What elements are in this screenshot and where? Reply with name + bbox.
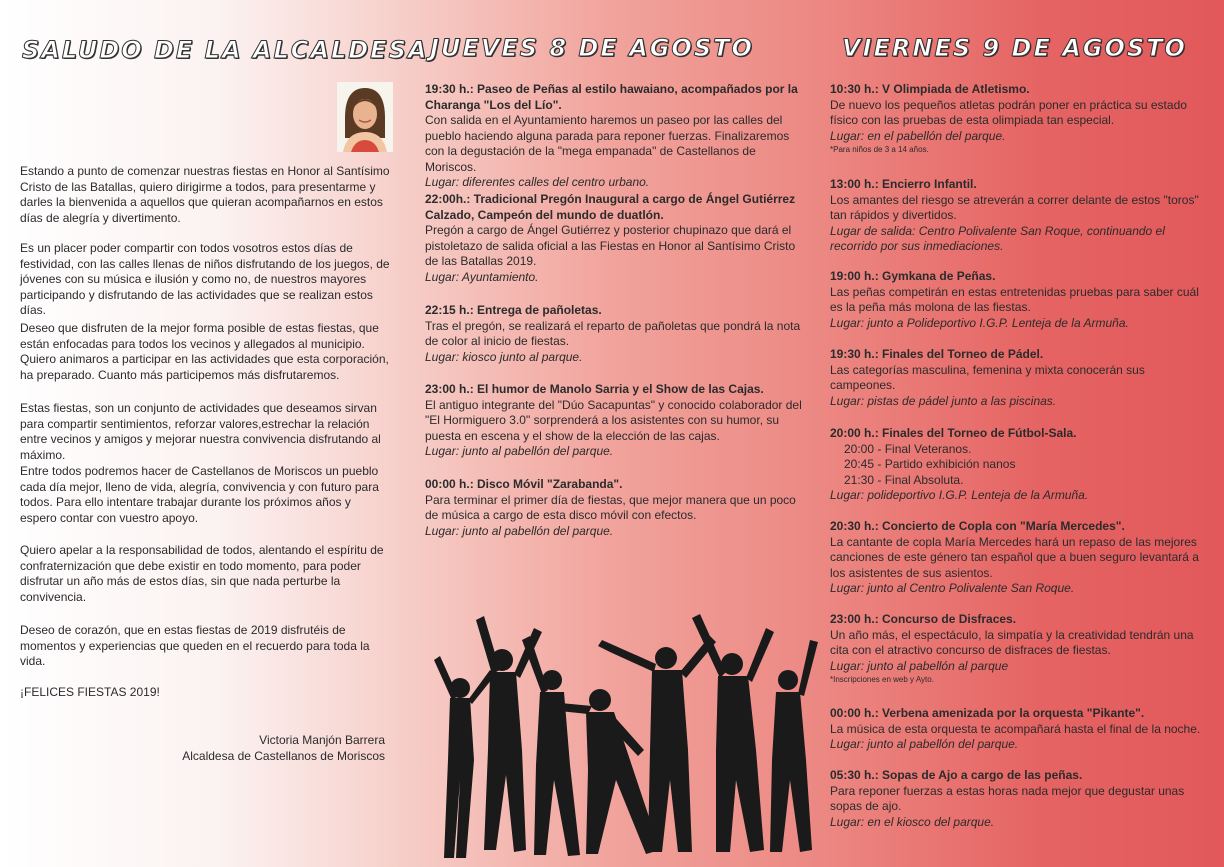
saludo-paragraph: Estando a punto de comenzar nuestras fiestas en Honor al Santísimo Cristo de las Batallas, quiero dirigirme a todos, para presentarme y darles la bienvenida a aquellos que quieran acompañarnos en estos días de alegría y divertimento. (20, 164, 390, 225)
event-body: Los amantes del riesgo se atreverán a correr delante de estos "toros" tan rápidos y divertidos. (830, 192, 1199, 222)
heading-viernes: VIERNES 9 DE AGOSTO (842, 34, 1187, 62)
event-body: Para reponer fuerzas a estas horas nada mejor que degustar unas sopas de ajo. (830, 783, 1185, 813)
event-location: Lugar: en el pabellón del parque. (830, 128, 1006, 143)
event-title: 05:30 h.: Sopas de Ajo a cargo de las peñas. (830, 768, 1083, 782)
event-title: 22:15 h.: Entrega de pañoletas. (425, 303, 602, 317)
event-item (425, 192, 805, 285)
event-body: La música de esta orquesta te acompañará hasta el final de la noche. (830, 721, 1201, 736)
event-location: Lugar: polideportivo I.G.P. Lenteja de la Armuña. (830, 488, 1089, 502)
event-item (830, 612, 1210, 685)
signature-name: Victoria Manjón Barrera (259, 733, 385, 747)
event-title: 13:00 h.: Encierro Infantil. (830, 177, 977, 191)
event-note: *Inscripciones en web y Ayto. (830, 675, 934, 684)
event-title: 10:30 h.: V Olimpiada de Atletismo. (830, 82, 1030, 96)
event-title: 23:00 h.: El humor de Manolo Sarria y el Show de las Cajas. (425, 382, 764, 396)
event-item (830, 519, 1210, 597)
event-location: Lugar de salida: Centro Polivalente San Roque, continuando el recorrido por sus inmediaciones. (830, 223, 1165, 253)
event-title: 19:30 h.: Paseo de Peñas al estilo hawaiano, acompañados por la Charanga "Los del Lío". (425, 82, 798, 112)
event-item (830, 177, 1210, 255)
event-location: Lugar: junto al pabellón del parque. (830, 737, 1019, 751)
event-body: Con salida en el Ayuntamiento haremos un paseo por las calles del pueblo haciendo alguna parada para reponer fuerzas. Finalizaremos con la degustación de la "mega empanada" de Castellanos de Moriscos. (425, 113, 790, 174)
event-body: La cantante de copla María Mercedes hará un repaso de las mejores canciones de este género tan español que a buen seguro levantará a los asistentes de sus asientos. (830, 534, 1199, 580)
event-body: Las peñas competirán en estas entretenidas pruebas para saber cuál es la peña más molona de las fiestas. (830, 284, 1199, 314)
event-title: 22:00h.: Tradicional Pregón Inaugural a cargo de Ángel Gutiérrez Calzado, Campeón del mundo de duatlón. (425, 192, 796, 222)
event-title: 20:00 h.: Finales del Torneo de Fútbol-Sala. (830, 426, 1077, 440)
saludo-paragraph: Estas fiestas, son un conjunto de actividades que deseamos sirvan para compartir sentimientos, reforzar valores,estrechar la relación entre vecinos y amigos y mejorar nuestra convivencia disfrutando al máximo. (20, 401, 381, 462)
heading-jueves: JUEVES 8 DE AGOSTO (430, 34, 754, 62)
event-title: 20:30 h.: Concierto de Copla con "María Mercedes". (830, 519, 1125, 533)
saludo-paragraph: Quiero apelar a la responsabilidad de todos, alentando el espíritu de confraternización que debe existir en todo momento, para poder disfrutar un año más de estos días, sin que nada perturbe la convivencia. (20, 543, 384, 604)
signature-role: Alcaldesa de Castellanos de Moriscos (182, 749, 385, 763)
event-location: Lugar: junto al pabellón del parque. (425, 523, 614, 538)
event-body: Las categorías masculina, femenina y mixta conocerán sus campeones. (830, 362, 1145, 392)
event-location: Lugar: pistas de pádel junto a las piscinas. (830, 393, 1057, 408)
event-item (425, 477, 805, 539)
event-item (830, 82, 1210, 155)
event-body: Un año más, el espectáculo, la simpatía y la creatividad tendrán una cita con el atractivo concurso de disfraces de fiestas. (830, 627, 1194, 657)
event-body: Tras el pregón, se realizará el reparto de pañoletas que pondrá la nota de color al inicio de fiestas. (425, 318, 801, 348)
event-body: El antiguo integrante del "Dúo Sacapuntas" y conocido colaborador del "El Hormiguero 3.0" sorprenderá a los asistentes con su humor, su puesta en escena y el show de la elección de las cajas. (425, 397, 802, 443)
event-title: 23:00 h.: Concurso de Disfraces. (830, 612, 1017, 626)
event-location: Lugar: junto al pabellón al parque (830, 658, 1009, 673)
event-title: 19:30 h.: Finales del Torneo de Pádel. (830, 347, 1044, 361)
event-item (830, 347, 1210, 409)
event-location: Lugar: diferentes calles del centro urbano. (425, 175, 650, 189)
event-body: Para terminar el primer día de fiestas, que mejor manera que un poco de música a cargo de esta disco móvil con efectos. (425, 492, 796, 522)
saludo-paragraph: Deseo que disfruten de la mejor forma posible de estas fiestas, que están enfocadas para todos los vecinos y allegados al municipio. Quiero animaros a participar en las actividades que esta corporación, ha preparado. Cuanto más participemos más disfrutaremos. (20, 321, 389, 382)
event-item (830, 706, 1210, 753)
mayor-photo (337, 82, 393, 152)
event-item (425, 382, 805, 460)
saludo-paragraph: Es un placer poder compartir con todos vosotros estos días de festividad, con las calles llenas de niños disfrutando de los juegos, de jóvenes con su música e ilusión y como no, de nuestros mayores participando y disfrutando de las actividades que se realizan estos días. (20, 241, 390, 317)
event-note: *Para niños de 3 a 14 años. (830, 145, 929, 154)
closing-greeting: ¡FELICES FIESTAS 2019! (20, 685, 160, 699)
event-location: Lugar: junto al pabellón del parque. (425, 444, 614, 458)
event-item (830, 768, 1210, 830)
saludo-paragraph: Entre todos podremos hacer de Castellanos de Moriscos un pueblo cada día mejor, lleno de vida, alegría, convivencia y con futuro para todos. Para ello intentare trabajar durante los próximos años y espero contar con vuestro apoyo. (20, 464, 379, 525)
event-item (425, 82, 805, 191)
event-location: Lugar: kiosco junto al parque. (425, 349, 583, 364)
match-schedule: 20:00 - Final Veteranos. (844, 441, 972, 456)
event-title: 00:00 h.: Verbena amenizada por la orquesta "Pikante". (830, 706, 1145, 720)
saludo-paragraph: Deseo de corazón, que en estas fiestas de 2019 disfrutéis de momentos y experiencias que queden en el recuerdo para toda la vida. (20, 623, 370, 668)
match-schedule: 21:30 - Final Absoluta. (844, 472, 964, 487)
event-location: Lugar: Ayuntamiento. (425, 269, 539, 284)
event-location: Lugar: en el kiosco del parque. (830, 814, 995, 829)
match-schedule: 20:45 - Partido exhibición nanos (844, 457, 1016, 471)
event-location: Lugar: junto al Centro Polivalente San Roque. (830, 581, 1075, 595)
event-item (830, 269, 1210, 331)
event-body: De nuevo los pequeños atletas podrán poner en práctica su estado físico con las pruebas de esta olimpiada tan especial. (830, 97, 1187, 127)
event-location: Lugar: junto a Polideportivo I.G.P. Lenteja de la Armuña. (830, 315, 1129, 330)
dancers-silhouette (430, 600, 820, 860)
event-body: Pregón a cargo de Ángel Gutiérrez y posterior chupinazo que dará el pistoletazo de salida oficial a las Fiestas en Honor al Santísimo Cristo de las Batallas 2019. (425, 223, 796, 268)
heading-saludo: SALUDO DE LA ALCALDESA (22, 36, 429, 64)
event-title: 19:00 h.: Gymkana de Peñas. (830, 269, 996, 283)
event-item (425, 303, 805, 365)
event-item (830, 426, 1210, 504)
event-title: 00:00 h.: Disco Móvil "Zarabanda". (425, 477, 623, 491)
